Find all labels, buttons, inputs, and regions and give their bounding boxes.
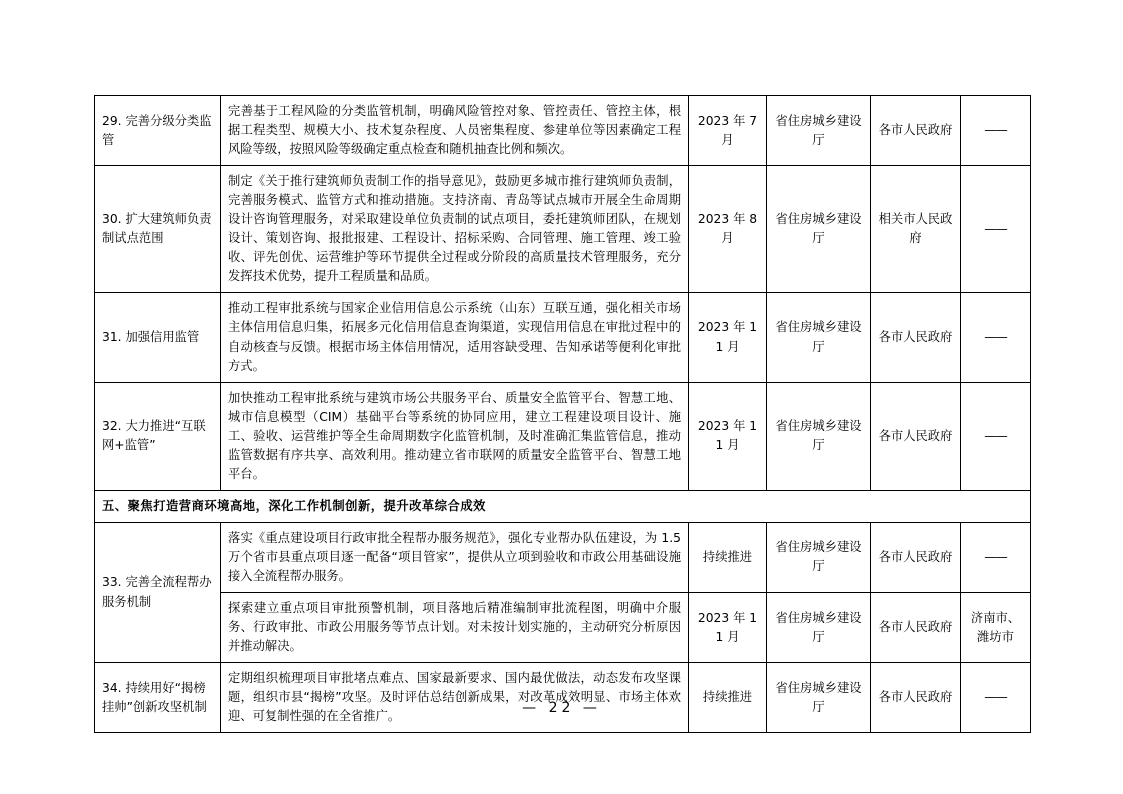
- content-cell: 落实《重点建设项目行政审批全程帮办服务规范》，强化专业帮办队伍建设，为 1.5 万个省市县重点项目逐一配备“项目管家”，提供从立项到验收和市政公用基础设施接入全流程帮办服务。: [221, 522, 689, 592]
- task-cell: 32. 大力推进“互联网+监管”: [95, 382, 221, 490]
- table-container: [94, 95, 1030, 733]
- content-cell: 探索建立重点项目审批预警机制，项目落地后精准编制审批流程图，明确中介服务、行政审批、市政公用服务等节点计划。对未按计划实施的，主动研究分析原因并推动解决。: [221, 593, 689, 663]
- time-cell: 2023 年 7 月: [689, 96, 767, 166]
- task-cell: 29. 完善分级分类监管: [95, 96, 221, 166]
- time-cell: 2023 年 11 月: [689, 382, 767, 490]
- content-cell: 定期组织梳理项目审批堵点难点、国家最新要求、国内最优做法，动态发布攻坚课题，组织市县“揭榜”攻坚。及时评估总结创新成果，对改革成效明显、市场主体欢迎、可复制性强的在全省推广。: [221, 663, 689, 733]
- cooperate-cell: 各市人民政府: [871, 382, 961, 490]
- pilot-cell: ——: [961, 522, 1031, 592]
- responsible-cell: 省住房城乡建设厅: [767, 293, 871, 382]
- cooperate-cell: 各市人民政府: [871, 663, 961, 733]
- responsible-cell: 省住房城乡建设厅: [767, 522, 871, 592]
- table-row: [95, 96, 1031, 166]
- time-cell: 2023 年 11 月: [689, 593, 767, 663]
- table-row: [95, 166, 1031, 293]
- responsible-cell: 省住房城乡建设厅: [767, 593, 871, 663]
- pilot-cell: ——: [961, 663, 1031, 733]
- content-cell: 完善基于工程风险的分类监管机制，明确风险管控对象、管控责任、管控主体，根据工程类型、规模大小、技术复杂程度、人员密集程度、参建单位等因素确定工程风险等级，按照风险等级确定重点检查和随机抽查比例和频次。: [221, 96, 689, 166]
- section-row: [95, 490, 1031, 522]
- pilot-cell: ——: [961, 96, 1031, 166]
- time-cell: 持续推进: [689, 522, 767, 592]
- pilot-cell: 济南市、潍坊市: [961, 593, 1031, 663]
- content-cell: 制定《关于推行建筑师负责制工作的指导意见》，鼓励更多城市推行建筑师负责制，完善服务模式、监管方式和推动措施。支持济南、青岛等试点城市开展全生命周期设计咨询管理服务，对采取建设单位负责制的试点项目，委托建筑师团队，在规划设计、策划咨询、报批报建、工程设计、招标采购、合同管理、施工管理、竣工验收、评先创优、运营维护等环节提供全过程或分阶段的高质量技术管理服务，充分发挥技术优势，提升工程质量和品质。: [221, 166, 689, 293]
- responsible-cell: 省住房城乡建设厅: [767, 166, 871, 293]
- cooperate-cell: 各市人民政府: [871, 522, 961, 592]
- time-cell: 持续推进: [689, 663, 767, 733]
- page-number: — 22 —: [522, 700, 601, 716]
- table-row: [95, 382, 1031, 490]
- cooperate-cell: 各市人民政府: [871, 593, 961, 663]
- table-row: [95, 663, 1031, 733]
- task-cell: 30. 扩大建筑师负责制试点范围: [95, 166, 221, 293]
- section-heading: 五、聚焦打造营商环境高地，深化工作机制创新，提升改革综合成效: [95, 490, 1031, 522]
- pilot-cell: ——: [961, 382, 1031, 490]
- cooperate-cell: 各市人民政府: [871, 96, 961, 166]
- responsible-cell: 省住房城乡建设厅: [767, 382, 871, 490]
- cooperate-cell: 相关市人民政府: [871, 166, 961, 293]
- task-cell: 33. 完善全流程帮办服务机制: [95, 522, 221, 662]
- content-cell: 推动工程审批系统与国家企业信用信息公示系统（山东）互联互通，强化相关市场主体信用信息归集，拓展多元化信用信息查询渠道，实现信用信息在审批过程中的自动核查与反馈。根据市场主体信用情况，适用容缺受理、告知承诺等便利化审批方式。: [221, 293, 689, 382]
- policy-task-table: [94, 95, 1031, 733]
- table-row: [95, 293, 1031, 382]
- table-row: [95, 522, 1031, 592]
- pilot-cell: ——: [961, 166, 1031, 293]
- time-cell: 2023 年 8 月: [689, 166, 767, 293]
- responsible-cell: 省住房城乡建设厅: [767, 96, 871, 166]
- cooperate-cell: 各市人民政府: [871, 293, 961, 382]
- table-row: [95, 593, 1031, 663]
- task-cell: 34. 持续用好“揭榜挂帅”创新攻坚机制: [95, 663, 221, 733]
- content-cell: 加快推动工程审批系统与建筑市场公共服务平台、质量安全监管平台、智慧工地、城市信息模型（CIM）基础平台等系统的协同应用，建立工程建设项目设计、施工、验收、运营维护等全生命周期数字化监管机制，及时准确汇集监管信息，推动监管数据有序共享、高效利用。推动建立省市联网的质量安全监管平台、智慧工地平台。: [221, 382, 689, 490]
- task-cell: 31. 加强信用监管: [95, 293, 221, 382]
- pilot-cell: ——: [961, 293, 1031, 382]
- responsible-cell: 省住房城乡建设厅: [767, 663, 871, 733]
- time-cell: 2023 年 11 月: [689, 293, 767, 382]
